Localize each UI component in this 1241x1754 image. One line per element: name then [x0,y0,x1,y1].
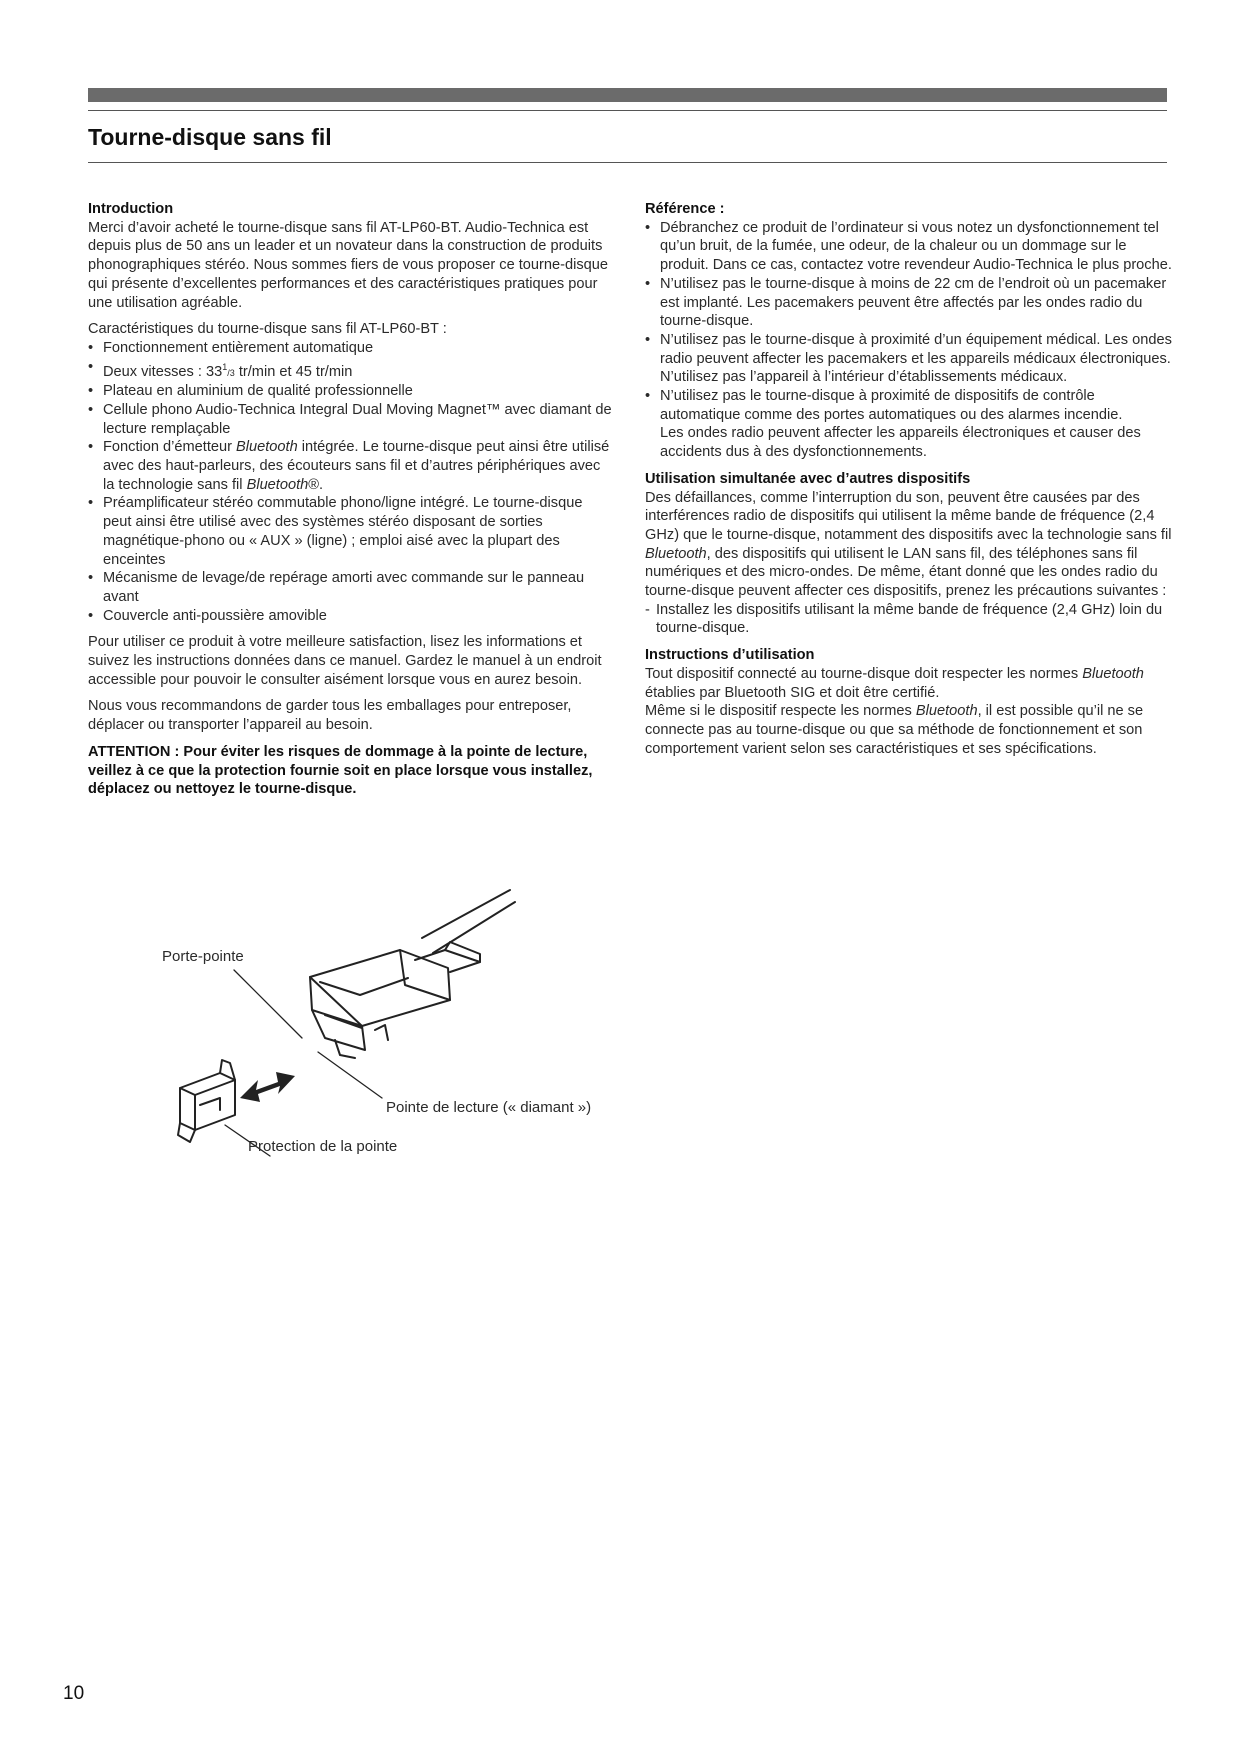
cartridge-headshell-drawing [310,942,480,1058]
sim-text-post: , des dispositifs qui utilisent le LAN sans fil, des téléphones sans fil numériques et des micro-ondes. De même, étant donné que les ondes radio du tourne-disque peuvent affecter ces dispositifs, prenez les précautions suivantes : [645,545,1167,600]
features-intro: Caractéristiques du tourne-disque sans fil AT-LP60-BT : [88,321,447,338]
bluetooth-term: Bluetooth [246,476,309,493]
list-item: • N’utilisez pas le tourne-disque à proximité d’un équipement médical. Les ondes radio peuvent affecter les pacemakers et les appareils médicaux électroniques. N’utilisez pas l’appareil à l’intérieur d’établissements médicaux. [645,331,1172,387]
fraction-numerator: 1 [222,361,228,372]
list-item: • Mécanisme de levage/de repérage amorti avec commande sur le panneau avant [88,569,613,606]
sim-text-pre: Des défaillances, comme l’interruption du son, peuvent être causées par des interférences radio de dispositifs qui utilisent la même bande de fréquence (2,4 GHz) que le tourne-disque, notamment des dispositifs avec la technologie sans fil [645,489,1172,543]
page-title: Tourne-disque sans fil [88,124,332,150]
feature-speed-post: tr/min et 45 tr/min [234,363,353,380]
ref-item-extra: Les ondes radio peuvent affecter les appareils électroniques et causer des accidents dus à des dysfonctionnements. [660,425,1141,461]
intro-paragraph: Merci d’avoir acheté le tourne-disque sans fil AT-LP60-BT. Audio-Technica est depuis plus de 50 ans un leader et un novateur dans la construction de produits phonographiques stéréo. Nous sommes fiers de vous proposer ce tourne-disque qui présente d’excellentes performances et des caractéristiques pratiques pour une utilisation agréable. [88,219,608,311]
packaging-paragraph: Nous vous recommandons de garder tous les emballages pour entreposer, déplacer ou transporter l’appareil au besoin. [88,698,572,734]
list-item: • N’utilisez pas le tourne-disque à moins de 22 cm de l’endroit où un pacemaker est implanté. Les pacemakers peuvent être affectés par les ondes radio du tourne-disque. [645,275,1172,331]
feature-bt-pre: Fonction d’émetteur [103,439,237,456]
feature-bt-post: ®. [308,476,324,493]
feature-bt-mid: intégrée. Le tourne-disque peut ainsi être utilisé avec des haut-parleurs, des écouteurs sans fil et d’autres périphériques avec la technologie sans fil [103,439,610,493]
features-list [88,339,613,625]
bluetooth-term: Bluetooth [1082,665,1144,682]
label-guard: Protection de la pointe [248,1138,398,1155]
simultaneous-use-precaution: - Installez les dispositifs utilisant la même bande de fréquence (2,4 GHz) loin du tourne-disque. [645,601,1172,638]
feature-speed-pre: Deux vitesses : 33 [103,363,223,380]
double-arrow-icon [240,1072,295,1102]
bluetooth-term: Bluetooth [236,439,298,456]
header-rule [88,110,1167,111]
stylus-guard-drawing [178,1060,235,1142]
reference-heading: Référence : [645,201,725,217]
list-item: • Fonctionnement entièrement automatique [88,339,613,358]
simultaneous-use-paragraph [645,489,1172,601]
header-bar [88,88,1167,102]
instructions-line-1 [645,665,1172,702]
usage-paragraph: Pour utiliser ce produit à votre meilleure satisfaction, lisez les informations et suivez les instructions données dans ce manuel. Gardez le manuel à un endroit accessible pour pouvoir le consulter aisément lorsque vous en aurez besoin. [88,634,602,688]
stylus-guard-figure [150,880,650,1160]
attention-warning: ATTENTION : Pour éviter les risques de dommage à la pointe de lecture, veillez à ce que la protection fournie soit en place lorsque vous installez, déplacez ou nettoyez le tourne-disque. [88,743,593,798]
label-stylus: Pointe de lecture (« diamant ») [386,1099,592,1116]
instr-line1-post: établies par Bluetooth SIG et doit être certifié. [645,684,940,701]
list-item [88,438,613,494]
tonearm-tube [422,890,515,953]
intro-heading: Introduction [88,201,174,217]
instr-line2-pre: Même si le dispositif respecte les normes [645,703,916,720]
reference-list [645,219,1172,462]
label-headshell: Porte-pointe [162,948,244,965]
instructions-heading: Instructions d’utilisation [645,647,815,664]
list-item [645,387,1172,462]
instr-line1-pre: Tout dispositif connecté au tourne-disque doit respecter les normes [645,665,1083,682]
list-item: • Couvercle anti-poussière amovible [88,607,613,626]
simultaneous-use-heading: Utilisation simultanée avec d’autres dispositifs [645,470,971,487]
leader-lines [225,970,382,1156]
right-column [645,200,1172,758]
title-rule [88,162,1167,163]
fraction-denominator: /3 [227,367,235,378]
left-column [88,200,613,799]
list-item [88,358,613,383]
ref-item-text: N’utilisez pas le tourne-disque à proximité de dispositifs de contrôle automatique comme des portes automatiques ou des alarmes incendie. [660,388,1123,423]
instructions-line-2 [645,702,1172,758]
bluetooth-term: Bluetooth [915,703,978,720]
list-item: • Plateau en aluminium de qualité professionnelle [88,382,613,401]
bluetooth-term: Bluetooth [645,545,707,562]
list-item: • Débranchez ce produit de l’ordinateur si vous notez un dysfonctionnement tel qu’un bruit, de la fumée, une odeur, de la chaleur ou un dommage sur le produit. Dans ce cas, contactez votre revendeur Audio-Technica le plus proche. [645,219,1172,275]
list-item: • Cellule phono Audio-Technica Integral Dual Moving Magnet™ avec diamant de lecture remplaçable [88,401,613,438]
instr-line2-post: , il est possible qu’il ne se connecte pas au tourne-disque ou que sa méthode de fonctionnement et son comportement varient selon ses caractéristiques et ses spécifications. [645,703,1144,757]
list-item: • Préamplificateur stéréo commutable phono/ligne intégré. Le tourne-disque peut ainsi être utilisé avec des systèmes stéréo disposant de sorties magnétique-phono ou « AUX » (ligne) ; emploi aisé avec la plupart des enceintes [88,494,613,569]
page-number: 10 [63,1683,85,1704]
figure-drawing [150,880,650,1160]
